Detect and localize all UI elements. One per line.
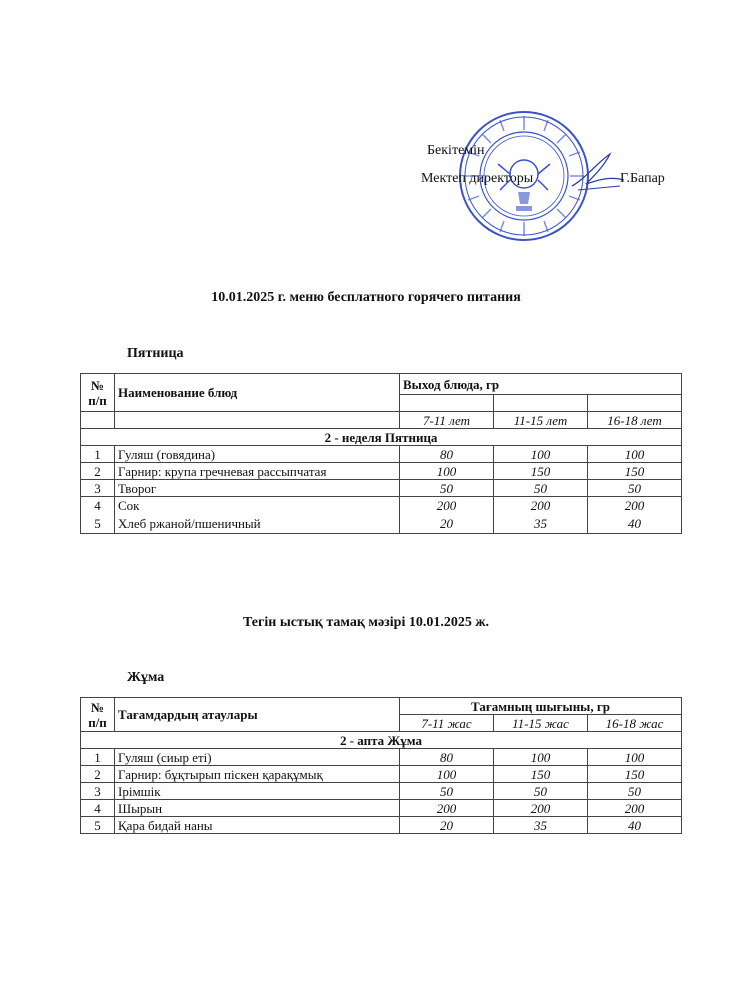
ru-menu-title: 10.01.2025 г. меню бесплатного горячего питания <box>211 290 521 305</box>
director-label: Мектеп директоры <box>421 171 534 186</box>
portion-value: 50 <box>494 480 588 497</box>
empty-cell <box>81 412 115 429</box>
week-row: 2 - апта Жұма <box>81 732 682 749</box>
age-header: 7-11 лет <box>400 412 494 429</box>
table-row <box>81 446 682 463</box>
table-row <box>81 749 682 766</box>
row-number: 3 <box>81 480 115 497</box>
empty-cell <box>588 395 682 412</box>
row-number: 4 <box>81 800 115 817</box>
row-number: 1 <box>81 446 115 463</box>
kz-menu-title: Тегін ыстық тамақ мәзірі 10.01.2025 ж. <box>243 615 489 630</box>
col-output-header: Выход блюда, гр <box>400 374 682 395</box>
portion-value: 200 <box>400 800 494 817</box>
week-row: 2 - неделя Пятница <box>81 429 682 446</box>
portion-value: 150 <box>494 463 588 480</box>
portion-value: 100 <box>588 446 682 463</box>
empty-cell <box>494 395 588 412</box>
portion-value: 20 <box>400 817 494 834</box>
portion-value: 50 <box>588 783 682 800</box>
table-row <box>81 463 682 480</box>
portion-value: 40 <box>588 817 682 834</box>
portion-value: 50 <box>400 480 494 497</box>
signer-name: Г.Бапар <box>620 171 665 186</box>
empty-cell <box>400 395 494 412</box>
empty-cell <box>115 412 400 429</box>
col-number-header: № п/п <box>81 374 115 412</box>
approval-block <box>0 0 732 270</box>
portion-value: 150 <box>588 766 682 783</box>
age-header: 16-18 жас <box>588 715 682 732</box>
col-name-header: Тағамдардың атаулары <box>115 698 400 732</box>
portion-value: 150 <box>588 463 682 480</box>
portion-value: 200 <box>494 800 588 817</box>
portion-value: 50 <box>400 783 494 800</box>
portion-value: 100 <box>400 766 494 783</box>
portion-value-pair: 200 20 <box>400 497 494 534</box>
table-row <box>81 766 682 783</box>
table-row <box>81 800 682 817</box>
dish-name: Ірімшік <box>115 783 400 800</box>
portion-value: 150 <box>494 766 588 783</box>
age-header: 11-15 лет <box>494 412 588 429</box>
dish-name: Гуляш (говядина) <box>115 446 400 463</box>
portion-value: 50 <box>494 783 588 800</box>
col-number-header: № п/п <box>81 698 115 732</box>
col-output-header: Тағамның шығыны, гр <box>400 698 682 715</box>
approval-label: Бекітемін <box>427 143 485 158</box>
table-row <box>81 783 682 800</box>
kz-menu-table <box>80 697 682 834</box>
row-number: 1 <box>81 749 115 766</box>
ru-day-label: Пятница <box>127 346 184 361</box>
dish-name: Гуляш (сиыр еті) <box>115 749 400 766</box>
table-row <box>81 817 682 834</box>
dish-name-pair: Сок Хлеб ржаной/пшеничный <box>115 497 400 534</box>
portion-value: 80 <box>400 749 494 766</box>
table-row <box>81 480 682 497</box>
row-number-pair: 4 5 <box>81 497 115 534</box>
kz-day-label: Жұма <box>127 670 165 685</box>
portion-value-pair: 200 40 <box>588 497 682 534</box>
col-name-header: Наименование блюд <box>115 374 400 412</box>
dish-name: Творог <box>115 480 400 497</box>
signature <box>568 150 628 196</box>
age-header: 7-11 жас <box>400 715 494 732</box>
portion-value: 200 <box>588 800 682 817</box>
age-header: 16-18 лет <box>588 412 682 429</box>
dish-name: Шырын <box>115 800 400 817</box>
dish-name: Қара бидай наны <box>115 817 400 834</box>
portion-value: 100 <box>494 749 588 766</box>
portion-value: 80 <box>400 446 494 463</box>
dish-name: Гарнир: бұқтырып піскен қарақұмық <box>115 766 400 783</box>
ru-menu-table <box>80 373 682 534</box>
portion-value-pair: 200 35 <box>494 497 588 534</box>
portion-value: 50 <box>588 480 682 497</box>
table-row-merged <box>81 497 682 534</box>
age-header: 11-15 жас <box>494 715 588 732</box>
dish-name: Гарнир: крупа гречневая рассыпчатая <box>115 463 400 480</box>
portion-value: 100 <box>494 446 588 463</box>
row-number: 2 <box>81 463 115 480</box>
portion-value: 100 <box>400 463 494 480</box>
row-number: 2 <box>81 766 115 783</box>
portion-value: 100 <box>588 749 682 766</box>
row-number: 5 <box>81 817 115 834</box>
portion-value: 35 <box>494 817 588 834</box>
row-number: 3 <box>81 783 115 800</box>
